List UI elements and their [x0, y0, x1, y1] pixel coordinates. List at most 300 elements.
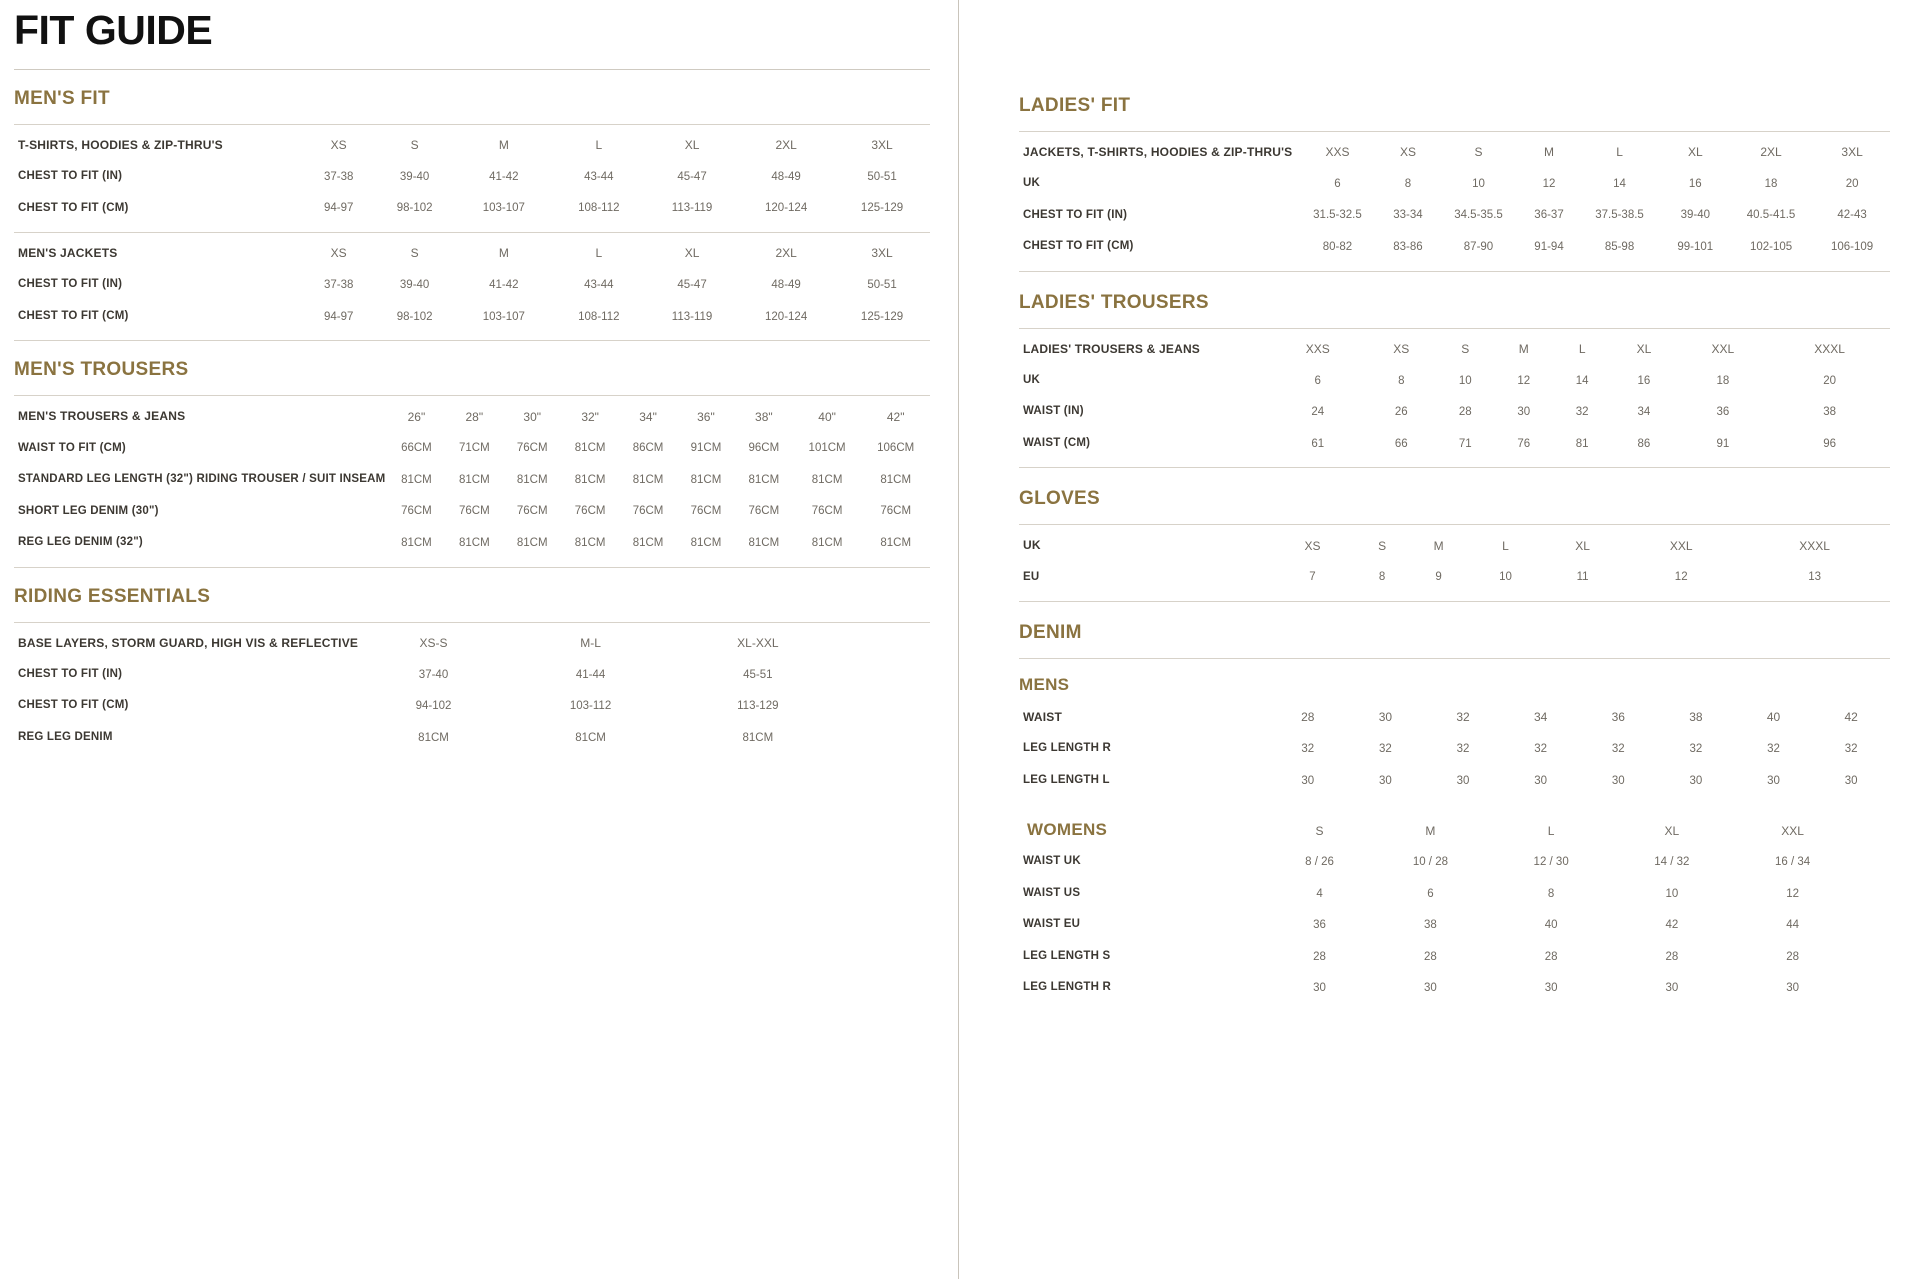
ladies-trousers-top-divider [1019, 271, 1890, 272]
col-header: 26" [407, 409, 426, 424]
cell: 102-105 [1749, 240, 1793, 253]
section-mens-fit-title: MEN'S FIT [14, 88, 110, 109]
cell: 125-129 [860, 202, 904, 215]
col-header: S [1461, 341, 1470, 356]
row-label: CHEST TO FIT (CM) [1023, 240, 1134, 253]
cell: 16 [1688, 177, 1702, 190]
cell: 81CM [516, 473, 548, 486]
col-header: XXXL [1814, 341, 1845, 356]
col-header: S [410, 246, 419, 261]
cell: 50-51 [867, 170, 897, 183]
mens-jackets-divider [14, 232, 930, 233]
col-header: 2XL [1760, 145, 1782, 160]
cell: 87-90 [1463, 240, 1494, 253]
col-header: MEN'S JACKETS [18, 246, 118, 261]
table-denim-mens [1019, 701, 1890, 796]
table-row [14, 464, 930, 496]
cell: 37-40 [418, 668, 449, 681]
col-header: M [1544, 145, 1555, 160]
cell: 81CM [742, 731, 774, 744]
table-row [14, 193, 930, 225]
cell: 106CM [877, 442, 915, 455]
cell: 81CM [632, 536, 664, 549]
cell: 32 [1767, 743, 1780, 756]
cell: 76CM [516, 505, 548, 518]
cell: 99-101 [1677, 240, 1714, 253]
table-row [1019, 168, 1890, 200]
cell: 12 [1786, 887, 1799, 900]
table-row [1019, 909, 1890, 941]
col-header: L [1547, 824, 1555, 839]
row-label: CHEST TO FIT (CM) [18, 201, 129, 214]
ladies-fit-divider [1019, 131, 1890, 132]
table-ladies-trousers [1019, 333, 1890, 460]
col-header: S [410, 138, 419, 153]
cell: 91-94 [1534, 240, 1564, 253]
col-header: 42 [1844, 710, 1858, 725]
cell: 81CM [748, 536, 780, 549]
table-row [14, 690, 930, 722]
cell: 30 [1379, 774, 1392, 787]
cell: 45-47 [677, 170, 707, 183]
cell: 41-42 [489, 279, 519, 292]
cell: 66CM [401, 442, 432, 455]
col-header: LADIES' TROUSERS & JEANS [1023, 341, 1201, 356]
col-header: XL [1575, 538, 1590, 553]
cell: 45-51 [743, 668, 773, 681]
row-label: SHORT LEG DENIM (30") [18, 504, 159, 517]
row-label: CHEST TO FIT (IN) [1023, 208, 1128, 221]
cell: 8 [1398, 374, 1405, 387]
cell: 20 [1845, 177, 1859, 190]
cell: 32 [1379, 743, 1392, 756]
col-header: XS-S [419, 635, 448, 650]
cell: 81CM [748, 473, 780, 486]
table-header-row [1019, 529, 1890, 561]
row-label: LEG LENGTH R [1023, 981, 1112, 994]
cell: 113-119 [671, 310, 713, 323]
cell: 10 [1472, 177, 1485, 190]
cell: 16 / 34 [1775, 856, 1811, 869]
cell: 9 [1435, 571, 1442, 584]
cell: 30 [1786, 982, 1799, 995]
row-label: WAIST UK [1023, 855, 1081, 868]
col-header: 42" [886, 409, 905, 424]
col-header: T-SHIRTS, HOODIES & ZIP-THRU'S [18, 138, 223, 152]
table-riding-essentials [14, 627, 930, 754]
col-header: 3XL [1841, 145, 1863, 160]
table-header-row [14, 129, 930, 161]
col-header: XS [330, 246, 347, 261]
col-header: L [595, 138, 603, 153]
cell: 43-44 [584, 279, 614, 292]
cell: 76CM [516, 442, 548, 455]
cell: 32 [1301, 743, 1315, 756]
cell: 31.5-32.5 [1313, 209, 1362, 222]
col-header: XS [1393, 341, 1410, 356]
col-header: XL [1636, 341, 1652, 356]
gloves-top-divider [1019, 467, 1890, 468]
table-row [14, 722, 930, 754]
table-gloves [1019, 529, 1890, 593]
cell: 30 [1611, 774, 1625, 787]
cell: 11 [1576, 571, 1589, 584]
cell: 28 [1544, 950, 1558, 963]
row-label: LEG LENGTH L [1023, 773, 1110, 786]
table-header-row [14, 627, 930, 659]
cell: 113-129 [737, 700, 779, 713]
table-row [14, 301, 930, 333]
row-label: REG LEG DENIM (32") [18, 536, 143, 549]
cell: 8 [1378, 571, 1386, 584]
gloves-divider [1019, 524, 1890, 525]
row-label: LEG LENGTH S [1023, 949, 1111, 962]
cell: 96CM [748, 442, 780, 455]
cell: 32 [1534, 743, 1548, 756]
cell: 30 [1313, 982, 1326, 995]
col-header: 3XL [871, 138, 893, 153]
col-header: XS [1399, 145, 1416, 160]
cell: 30 [1517, 406, 1531, 419]
cell: 8 / 26 [1305, 856, 1334, 869]
cell: 113-119 [671, 202, 713, 215]
cell: 13 [1808, 571, 1821, 584]
cell: 76CM [574, 505, 606, 518]
cell: 14 [1575, 374, 1589, 387]
cell: 14 / 32 [1654, 856, 1690, 869]
cell: 81CM [574, 442, 606, 455]
row-label: REG LEG DENIM [18, 730, 113, 743]
section-ladies-trousers-title: LADIES' TROUSERS [1019, 291, 1209, 313]
col-header: 32" [581, 409, 599, 424]
section-gloves-title: GLOVES [1019, 488, 1100, 510]
cell: 30 [1844, 774, 1858, 787]
subsection-denim-mens-title: MENS [1019, 675, 1070, 695]
table-row [14, 161, 930, 193]
cell: 18 [1716, 374, 1730, 387]
table-row [1019, 733, 1890, 765]
table-row [1019, 231, 1890, 263]
table-header-row [1019, 333, 1890, 365]
cell: 76CM [632, 505, 664, 518]
cell: 81CM [811, 536, 843, 549]
table-row [1019, 428, 1890, 460]
left-column [0, 0, 958, 1279]
ladies-trousers-divider [1019, 328, 1890, 329]
row-label: EU [1023, 570, 1040, 583]
cell: 34.5-35.5 [1454, 209, 1503, 222]
col-header: 28" [465, 409, 484, 424]
cell: 40.5-41.5 [1746, 209, 1796, 222]
cell: 30 [1534, 774, 1548, 787]
cell: 30 [1689, 774, 1703, 787]
cell: 28 [1458, 406, 1472, 419]
cell: 37.5-38.5 [1595, 209, 1644, 222]
cell: 30 [1424, 982, 1437, 995]
cell: 30 [1301, 774, 1315, 787]
col-header: XXXL [1799, 538, 1830, 553]
cell: 106-109 [1830, 240, 1874, 253]
cell: 18 [1764, 177, 1778, 190]
col-header: 40" [818, 409, 836, 424]
mens-fit-divider [14, 124, 930, 125]
cell: 81CM [418, 731, 449, 744]
cell: 39-40 [1680, 209, 1710, 222]
col-header: 38" [755, 409, 773, 424]
cell: 76CM [690, 505, 722, 518]
table-row [14, 269, 930, 301]
col-header: L [1616, 145, 1623, 160]
cell: 81CM [880, 473, 912, 486]
cell: 71CM [458, 442, 490, 455]
cell: 41-44 [575, 668, 606, 681]
section-denim-title: DENIM [1019, 622, 1082, 644]
col-header: XXL [1669, 538, 1693, 553]
title-divider [14, 69, 930, 70]
cell: 6 [1314, 374, 1321, 387]
col-header: XS [330, 138, 347, 153]
cell: 85-98 [1604, 240, 1635, 253]
col-header: 3XL [871, 246, 893, 261]
row-label: CHEST TO FIT (CM) [18, 699, 129, 712]
cell: 103-112 [569, 700, 612, 713]
cell: 76CM [458, 505, 490, 518]
cell: 103-107 [482, 310, 525, 323]
cell: 32 [1689, 743, 1703, 756]
cell: 12 [1542, 177, 1556, 190]
cell: 34 [1637, 406, 1651, 419]
cell: 98-102 [396, 202, 433, 215]
row-label: WAIST US [1023, 886, 1081, 899]
cell: 94-97 [323, 202, 354, 215]
table-header-row [14, 237, 930, 269]
mens-trousers-top-divider [14, 340, 930, 341]
cell: 28 [1786, 950, 1799, 963]
subsection-denim-womens-title: WOMENS [1027, 820, 1108, 840]
col-header: M [498, 138, 509, 153]
cell: 81 [1575, 437, 1589, 450]
cell: 10 [1665, 887, 1679, 900]
col-header: S [1378, 538, 1387, 553]
cell: 45-47 [677, 279, 707, 292]
cell: 32 [1456, 743, 1470, 756]
cell: 86 [1637, 437, 1651, 450]
col-header: L [595, 246, 603, 261]
table-row [1019, 846, 1890, 878]
table-row [1019, 765, 1890, 797]
mens-trousers-divider [14, 395, 930, 396]
table-row [1019, 396, 1890, 428]
cell: 81CM [690, 473, 722, 486]
table-row [1019, 365, 1890, 397]
col-header: XXS [1305, 341, 1330, 356]
cell: 81CM [574, 536, 606, 549]
col-header: XL [1687, 145, 1703, 160]
cell: 39-40 [399, 279, 430, 292]
cell: 37-38 [323, 170, 354, 183]
col-header: XXL [1711, 341, 1735, 356]
riding-essentials-top-divider [14, 567, 930, 568]
col-header: M [1425, 824, 1436, 839]
cell: 81CM [880, 536, 912, 549]
cell: 6 [1427, 887, 1434, 900]
cell: 66 [1394, 437, 1408, 450]
col-header: UK [1023, 538, 1041, 553]
cell: 26 [1394, 406, 1408, 419]
cell: 125-129 [860, 310, 904, 323]
cell: 12 [1674, 571, 1688, 584]
cell: 32 [1844, 743, 1858, 756]
col-header: MEN'S TROUSERS & JEANS [18, 409, 186, 424]
col-header: S [1315, 824, 1324, 839]
row-label: CHEST TO FIT (IN) [18, 278, 123, 291]
cell: 48-49 [771, 279, 801, 292]
row-label: WAIST (CM) [1023, 436, 1091, 449]
cell: 91 [1716, 437, 1730, 450]
cell: 39-40 [399, 170, 430, 183]
col-header: 32 [1456, 710, 1470, 725]
table-mens-trousers [14, 400, 930, 558]
cell: 36 [1313, 919, 1326, 932]
cell: 98-102 [396, 310, 433, 323]
cell: 36-37 [1534, 209, 1564, 222]
cell: 101CM [808, 442, 846, 455]
denim-divider [1019, 658, 1890, 659]
cell: 103-107 [482, 202, 525, 215]
col-header: 30" [523, 409, 542, 424]
col-header: 36 [1611, 710, 1625, 725]
cell: 28 [1424, 950, 1437, 963]
cell: 28 [1313, 950, 1326, 963]
cell: 81CM [401, 473, 432, 486]
denim-top-divider [1019, 601, 1890, 602]
col-header: 36" [697, 409, 715, 424]
col-header: XL [684, 246, 700, 261]
cell: 30 [1544, 982, 1558, 995]
cell: 16 [1637, 374, 1651, 387]
cell: 76CM [748, 505, 780, 518]
table-row [14, 433, 930, 465]
section-riding-essentials-title: RIDING ESSENTIALS [14, 585, 211, 607]
cell: 30 [1767, 774, 1780, 787]
cell: 120-124 [765, 202, 808, 215]
cell: 94-102 [415, 700, 452, 713]
cell: 81CM [632, 473, 664, 486]
col-header: XL [1664, 824, 1680, 839]
cell: 76CM [401, 505, 432, 518]
cell: 81CM [516, 536, 548, 549]
cell: 80-82 [1322, 240, 1353, 253]
cell: 30 [1665, 982, 1679, 995]
table-row [14, 527, 930, 559]
cell: 76CM [880, 505, 912, 518]
row-label: UK [1023, 177, 1041, 190]
col-header: L [1502, 538, 1509, 553]
cell: 81CM [575, 731, 606, 744]
right-column [959, 0, 1920, 1279]
cell: 4 [1316, 887, 1323, 900]
section-mens-trousers-title: MEN'S TROUSERS [14, 359, 189, 381]
table-mens-tshirts [14, 129, 930, 224]
col-header: 28 [1301, 710, 1315, 725]
page-title: FIT GUIDE [14, 7, 213, 53]
riding-essentials-divider [14, 622, 930, 623]
table-row [1019, 941, 1890, 973]
col-header: 30 [1378, 710, 1393, 725]
table-denim-womens [1019, 816, 1890, 1004]
col-header: L [1578, 341, 1586, 356]
section-ladies-fit-title: LADIES' FIT [1019, 95, 1131, 116]
table-header-row [1019, 701, 1890, 733]
col-header: XL [684, 138, 700, 153]
cell: 41-42 [489, 170, 519, 183]
col-header: 40 [1766, 710, 1781, 725]
col-header: 38 [1689, 710, 1703, 725]
col-header: XL-XXL [737, 635, 779, 650]
cell: 20 [1823, 374, 1837, 387]
row-label: STANDARD LEG LENGTH (32") RIDING TROUSER / SUIT INSEAM [18, 473, 386, 486]
cell: 61 [1311, 437, 1325, 450]
col-header: XXS [1325, 145, 1350, 160]
col-header: M [1518, 341, 1529, 356]
col-header: 2XL [775, 246, 797, 261]
cell: 33-34 [1393, 209, 1423, 222]
cell: 24 [1311, 406, 1325, 419]
cell: 32 [1611, 743, 1625, 756]
col-header: 2XL [775, 138, 797, 153]
cell: 8 [1547, 887, 1555, 900]
cell: 6 [1334, 177, 1341, 190]
cell: 81CM [574, 473, 606, 486]
cell: 81CM [401, 536, 432, 549]
row-label: CHEST TO FIT (IN) [18, 667, 123, 680]
cell: 32 [1575, 406, 1589, 419]
cell: 12 / 30 [1533, 856, 1569, 869]
col-header: XXL [1781, 824, 1804, 839]
cell: 28 [1665, 950, 1679, 963]
table-row [1019, 200, 1890, 232]
col-header: JACKETS, T-SHIRTS, HOODIES & ZIP-THRU'S [1023, 145, 1293, 159]
row-label: UK [1023, 373, 1041, 386]
table-row [14, 496, 930, 528]
row-label: WAIST EU [1023, 918, 1081, 931]
cell: 30 [1456, 774, 1470, 787]
col-header: WAIST [1023, 710, 1062, 725]
row-label: CHEST TO FIT (IN) [18, 170, 123, 183]
col-header: M [498, 246, 509, 261]
table-row [1019, 562, 1890, 594]
row-label: CHEST TO FIT (CM) [18, 309, 129, 322]
cell: 44 [1786, 919, 1799, 932]
cell: 83-86 [1393, 240, 1423, 253]
cell: 43-44 [584, 170, 614, 183]
cell: 86CM [632, 442, 664, 455]
row-label: LEG LENGTH R [1023, 742, 1112, 755]
table-row [14, 659, 930, 691]
cell: 81CM [811, 473, 843, 486]
col-header: XS [1304, 538, 1321, 553]
cell: 10 [1499, 571, 1512, 584]
cell: 42-43 [1837, 209, 1867, 222]
row-label: WAIST TO FIT (CM) [18, 441, 126, 454]
table-mens-jackets [14, 237, 930, 332]
cell: 76 [1517, 437, 1531, 450]
col-header: 34 [1534, 710, 1548, 725]
cell: 108-112 [578, 310, 620, 323]
table-header-row [14, 400, 930, 432]
cell: 71 [1458, 437, 1472, 450]
col-header: S [1474, 145, 1483, 160]
